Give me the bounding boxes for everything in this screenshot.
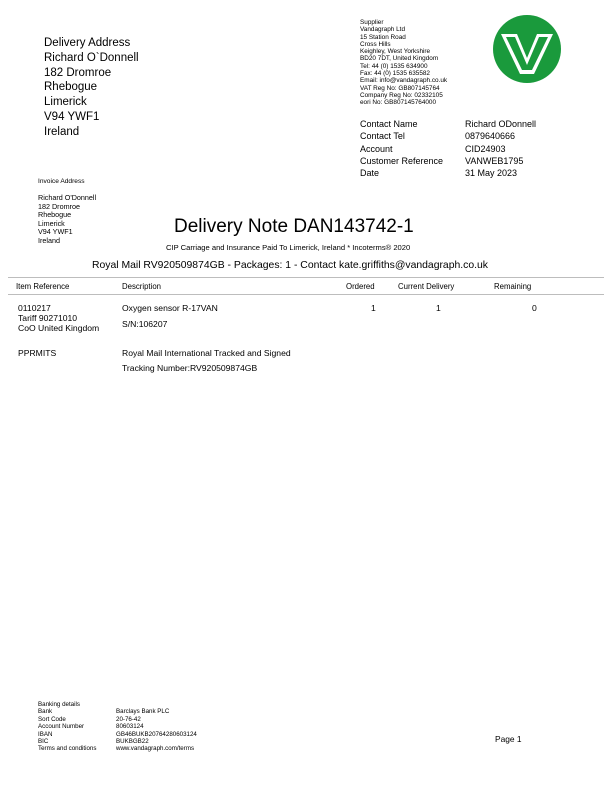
banking-value: BUKBGB22 (116, 738, 149, 746)
supplier-line: eori No: GB807145764000 (360, 99, 437, 107)
contact-label: Date (360, 168, 380, 179)
contact-value: Richard ODonnell (465, 119, 537, 129)
contact-value: VANWEB1795 (465, 155, 524, 166)
delivery-address-line: 182 Dromroe (44, 66, 112, 79)
banking-row (38, 745, 197, 752)
header-item-reference: Item Reference (16, 282, 70, 291)
banking-value: Barclays Bank PLC (116, 708, 170, 716)
contact-row (360, 130, 536, 142)
delivery-address-line: Rhebogue (44, 81, 98, 94)
vandagraph-v-logo-icon (492, 14, 562, 84)
supplier-line: BD20 7DT, United Kingdom (360, 55, 439, 63)
invoice-address-line: Ireland (38, 235, 60, 245)
supplier-line: Cross Hills (360, 40, 391, 48)
divider (8, 277, 604, 278)
supplier-line: Tel: 44 (0) 1535 634900 (360, 62, 428, 70)
supplier-line: Keighley, West Yorkshire (360, 48, 431, 56)
item-tariff: Tariff 90271010 (18, 313, 78, 323)
invoice-address-line: V94 YWF1 (38, 227, 73, 237)
item-tracking-number: Tracking Number:RV920509874GB (122, 363, 258, 373)
supplier-line: Vandagraph Ltd (360, 26, 406, 34)
contact-value: 0879640666 (465, 131, 516, 142)
delivery-address-line: Richard O`Donnell (44, 51, 139, 64)
supplier-line: Fax: 44 (0) 1535 635582 (360, 70, 430, 78)
incoterms-line: CIP Carriage and Insurance Paid To Limerick, Ireland * Incoterms® 2020 (166, 243, 411, 252)
contact-label: Contact Tel (360, 131, 405, 142)
invoice-address-heading: Invoice Address (38, 178, 85, 185)
invoice-address-line: 182 Dromroe (38, 201, 80, 211)
contact-row (360, 167, 536, 179)
item-ordered: 1 (371, 303, 376, 313)
supplier-line: Email: info@vandagraph.co.uk (360, 77, 448, 85)
banking-row (38, 731, 197, 738)
terms-link[interactable]: www.vandagraph.com/terms (116, 745, 195, 753)
banking-label: Sort Code (38, 715, 66, 723)
header-remaining: Remaining (494, 282, 532, 291)
item-reference: PPRMITS (18, 348, 57, 358)
item-serial-number: S/N:106207 (122, 319, 168, 329)
item-country-of-origin: CoO United Kingdom (18, 323, 100, 333)
header-current-delivery: Current Delivery (398, 282, 455, 291)
supplier-line: Company Reg No: 02332105 (360, 91, 443, 99)
banking-row (38, 738, 197, 745)
banking-heading: Banking details (38, 701, 80, 708)
header-ordered: Ordered (346, 282, 375, 291)
banking-label: IBAN (38, 730, 53, 738)
page-number: Page 1 (495, 734, 522, 744)
delivery-address-heading: Delivery Address (44, 37, 131, 49)
item-remaining: 0 (532, 303, 537, 313)
banking-label: BIC (38, 738, 49, 746)
supplier-line: Supplier (360, 19, 384, 26)
banking-label: Bank (38, 708, 53, 716)
supplier-details (360, 19, 447, 107)
supplier-line: VAT Reg No: GB807145764 (360, 84, 440, 92)
delivery-address-line: Ireland (44, 125, 80, 138)
divider (8, 294, 604, 295)
document-title: Delivery Note DAN143742-1 (174, 216, 414, 237)
invoice-address-line: Richard O'Donnell (38, 193, 97, 202)
contact-row (360, 143, 536, 155)
banking-row (38, 716, 197, 723)
contact-row (360, 155, 536, 167)
item-description: Oxygen sensor R-17VAN (122, 303, 218, 313)
contact-label: Account (360, 143, 393, 154)
contact-row (360, 118, 536, 130)
delivery-address-line: Limerick (44, 96, 87, 109)
invoice-address-line: Rhebogue (38, 210, 72, 220)
contact-value: 31 May 2023 (465, 168, 518, 179)
banking-details (38, 701, 197, 753)
item-current-delivery: 1 (436, 303, 441, 313)
contact-details (360, 118, 536, 179)
banking-label: Account Number (38, 723, 85, 731)
contact-label: Customer Reference (360, 155, 444, 166)
banking-value: 80603124 (116, 723, 144, 731)
delivery-address-line: V94 YWF1 (44, 110, 100, 123)
invoice-address-line: Limerick (38, 218, 65, 228)
shipping-line: Royal Mail RV920509874GB - Packages: 1 - Contact kate.griffiths@vandagraph.co.uk (92, 260, 488, 271)
supplier-line: 15 Station Road (360, 33, 406, 41)
invoice-address (38, 194, 96, 246)
delivery-address (44, 36, 139, 140)
banking-row (38, 723, 197, 730)
banking-row (38, 708, 197, 715)
banking-label: Terms and conditions (38, 745, 97, 753)
item-reference: 0110217 (18, 303, 51, 313)
item-description: Royal Mail International Tracked and Signed (122, 348, 291, 358)
banking-value: GB46BUKB20764280603124 (116, 730, 197, 738)
header-description: Description (122, 282, 161, 291)
contact-label: Contact Name (360, 119, 418, 129)
banking-value: 20-76-42 (116, 715, 141, 723)
contact-value: CID24903 (465, 143, 506, 154)
